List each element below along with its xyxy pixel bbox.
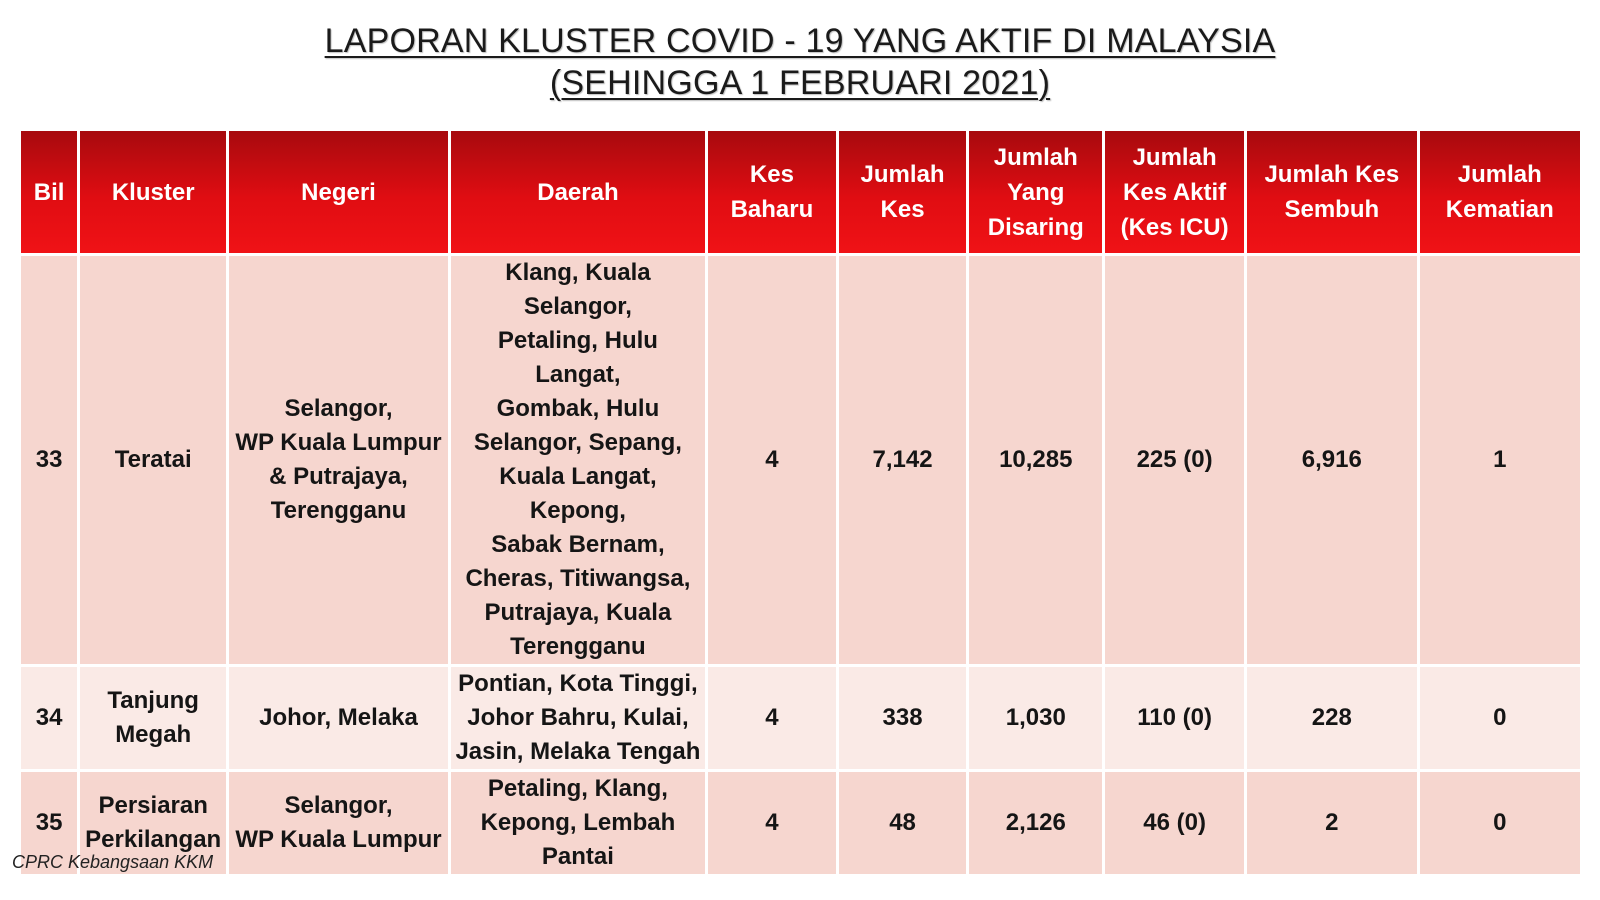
cell-kes-baharu: 4 bbox=[708, 256, 836, 664]
report-title bbox=[0, 20, 1600, 104]
cell-kes-baharu: 4 bbox=[708, 667, 836, 769]
cell-kes-sembuh: 2 bbox=[1247, 772, 1417, 874]
cell-kes-aktif: 225 (0) bbox=[1105, 256, 1244, 664]
cluster-table bbox=[18, 128, 1583, 877]
cell-kluster: Teratai bbox=[80, 256, 226, 664]
table-row bbox=[21, 667, 1580, 769]
cell-kes-aktif: 46 (0) bbox=[1105, 772, 1244, 874]
header-kematian: Jumlah Kematian bbox=[1420, 131, 1580, 253]
table-header-row bbox=[21, 131, 1580, 253]
header-kluster: Kluster bbox=[80, 131, 226, 253]
cell-jumlah-kes: 338 bbox=[839, 667, 967, 769]
header-daerah: Daerah bbox=[451, 131, 705, 253]
cell-kes-sembuh: 6,916 bbox=[1247, 256, 1417, 664]
cell-kematian: 0 bbox=[1420, 667, 1580, 769]
cell-bil: 35 bbox=[21, 772, 77, 874]
header-jumlah-kes: Jumlah Kes bbox=[839, 131, 967, 253]
header-bil: Bil bbox=[21, 131, 77, 253]
cell-jumlah-kes: 7,142 bbox=[839, 256, 967, 664]
cell-kematian: 0 bbox=[1420, 772, 1580, 874]
cell-kluster: Tanjung Megah bbox=[80, 667, 226, 769]
cell-jumlah-disaring: 2,126 bbox=[969, 772, 1102, 874]
cell-kematian: 1 bbox=[1420, 256, 1580, 664]
header-jumlah-disaring: Jumlah Yang Disaring bbox=[969, 131, 1102, 253]
cell-daerah: Klang, Kuala Selangor, Petaling, Hulu Langat, Gombak, Hulu Selangor, Sepang, Kuala Langat, Kepong, Sabak Bernam, Cheras, Titiwangsa, Putrajaya, Kuala Terengganu bbox=[451, 256, 705, 664]
table-row bbox=[21, 772, 1580, 874]
header-kes-aktif: Jumlah Kes Aktif (Kes ICU) bbox=[1105, 131, 1244, 253]
header-kes-sembuh: Jumlah Kes Sembuh bbox=[1247, 131, 1417, 253]
cell-jumlah-disaring: 10,285 bbox=[969, 256, 1102, 664]
title-line-2: (SEHINGGA 1 FEBRUARI 2021) bbox=[549, 64, 1051, 102]
cell-kes-aktif: 110 (0) bbox=[1105, 667, 1244, 769]
cell-daerah: Pontian, Kota Tinggi, Johor Bahru, Kulai, Jasin, Melaka Tengah bbox=[451, 667, 705, 769]
source-footnote: CPRC Kebangsaan KKM bbox=[12, 852, 214, 872]
cell-jumlah-kes: 48 bbox=[839, 772, 967, 874]
cell-kes-baharu: 4 bbox=[708, 772, 836, 874]
cell-kes-sembuh: 228 bbox=[1247, 667, 1417, 769]
table-row bbox=[21, 256, 1580, 664]
cell-bil: 34 bbox=[21, 667, 77, 769]
cell-negeri: Selangor, WP Kuala Lumpur bbox=[229, 772, 448, 874]
cell-jumlah-disaring: 1,030 bbox=[969, 667, 1102, 769]
cell-kluster: Persiaran Perkilangan bbox=[80, 772, 226, 874]
title-line-1: LAPORAN KLUSTER COVID - 19 YANG AKTIF DI MALAYSIA bbox=[324, 22, 1276, 60]
cell-bil: 33 bbox=[21, 256, 77, 664]
header-negeri: Negeri bbox=[229, 131, 448, 253]
cell-daerah: Petaling, Klang, Kepong, Lembah Pantai bbox=[451, 772, 705, 874]
header-kes-baharu: Kes Baharu bbox=[708, 131, 836, 253]
cell-negeri: Johor, Melaka bbox=[229, 667, 448, 769]
cell-negeri: Selangor, WP Kuala Lumpur & Putrajaya, Terengganu bbox=[229, 256, 448, 664]
